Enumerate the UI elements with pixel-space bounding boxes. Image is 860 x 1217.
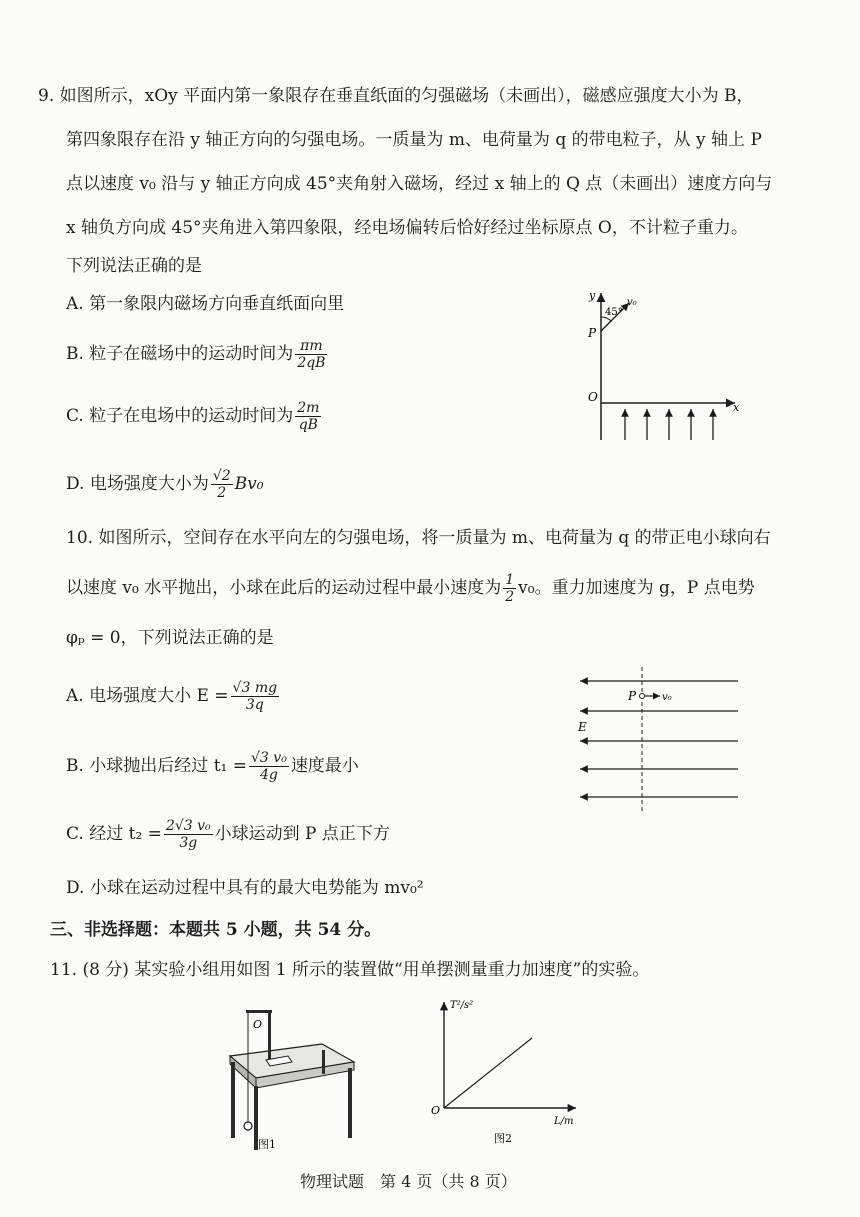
q9-option-d-num: √2	[212, 468, 231, 484]
q10-line-2-post: v₀。重力加速度为 g，P 点电势	[518, 578, 755, 598]
q9-option-c-text: C. 粒子在电场中的运动时间为	[66, 406, 294, 426]
q10-field-lines	[580, 681, 738, 797]
q10-option-a-fraction	[231, 680, 280, 713]
q10-fig-v-label: v₀	[662, 692, 672, 703]
q9-fig-y-label: y	[589, 289, 596, 302]
q10-option-a-num: √3 mg	[232, 680, 278, 696]
q10-fig-e-label: E	[578, 720, 587, 734]
q9-option-d-fraction	[211, 468, 233, 501]
q10-option-b-den: 4g	[259, 767, 278, 783]
q9-fig-v-label: v₀	[627, 297, 637, 308]
q10-line-2	[66, 572, 755, 605]
q10-line-2-text: 以速度 v₀ 水平抛出，小球在此后的运动过程中最小速度为	[66, 578, 502, 598]
q9-option-b	[66, 338, 329, 371]
q9-field-arrows	[625, 409, 713, 440]
q9-line-3: 点以速度 v₀ 沿与 y 轴正方向成 45°夹角射入磁场，经过 x 轴上的 Q 点（未画出）速度方向与	[66, 174, 773, 194]
q10-option-b-fraction	[249, 750, 289, 783]
q9-line-5: 下列说法正确的是	[66, 256, 202, 276]
q10-option-b-num: √3 v₀	[251, 750, 287, 766]
q9-option-d-den: 2	[217, 485, 227, 501]
q10-option-a-den: 3q	[245, 697, 264, 713]
q9-fig-x-label: x	[733, 401, 740, 414]
q11-fig1-o-label: O	[253, 1018, 263, 1031]
q9-option-c-den: qB	[298, 417, 318, 433]
q10-min-speed-num: 1	[505, 572, 515, 588]
q10-option-c-text: C. 经过 t₂ =	[66, 824, 162, 844]
q11-fig1-label: 图1	[258, 1138, 276, 1151]
q10-option-c-den: 3g	[179, 835, 198, 851]
q9-line-4: x 轴负方向成 45°夹角进入第四象限，经电场偏转后恰好经过坐标原点 O，不计粒子重力。	[66, 218, 748, 238]
q9-option-a: A. 第一象限内磁场方向垂直纸面向里	[66, 294, 345, 314]
q10-option-a	[66, 680, 281, 713]
q10-option-d: D. 小球在运动过程中具有的最大电势能为 mv₀²	[66, 878, 424, 898]
q10-line-3: φₚ = 0，下列说法正确的是	[66, 628, 274, 648]
q9-option-c-fraction	[295, 400, 321, 433]
q9-option-b-text: B. 粒子在磁场中的运动时间为	[66, 344, 294, 364]
q9-option-d-post: Bv₀	[234, 474, 264, 494]
q10-option-c-num: 2√3 v₀	[165, 818, 211, 834]
q11-fig2-line	[444, 1038, 532, 1108]
q10-option-c	[66, 818, 390, 851]
q10-option-c-fraction	[164, 818, 213, 851]
q9-option-d	[66, 468, 264, 501]
q9-option-b-den: 2qB	[297, 355, 326, 371]
q9-line-1: 9. 如图所示，xOy 平面内第一象限存在垂直纸面的匀强磁场（未画出），磁感应强度大小为 B，	[38, 86, 754, 106]
table-icon	[230, 1044, 354, 1150]
q9-figure	[585, 285, 745, 445]
q9-fig-o-label: O	[588, 390, 598, 404]
q10-ball	[640, 694, 645, 699]
q10-fig-p-label: P	[628, 689, 637, 703]
q10-option-c-post: 小球运动到 P 点正下方	[214, 824, 390, 844]
q9-fig-angle-label: 45°	[605, 307, 623, 318]
q10-figure	[572, 665, 742, 815]
q10-option-b	[66, 750, 359, 783]
section-3-heading: 三、非选择题：本题共 5 小题，共 54 分。	[50, 920, 382, 940]
q11-fig2-x-label: L/m	[554, 1116, 574, 1127]
q9-option-b-num: πm	[295, 338, 327, 355]
q11-fig2-origin-label: O	[431, 1104, 441, 1117]
q10-min-speed-den: 2	[505, 589, 515, 605]
pendulum-bob	[244, 1122, 252, 1130]
q9-option-c-num: 2m	[297, 400, 320, 416]
q10-option-b-text: B. 小球抛出后经过 t₁ =	[66, 756, 247, 776]
q10-option-b-post: 速度最小	[290, 756, 359, 776]
q10-min-speed-fraction	[503, 572, 516, 605]
q9-option-b-fraction	[295, 338, 327, 371]
q10-line-1: 10. 如图所示，空间存在水平向左的匀强电场，将一质量为 m、电荷量为 q 的带正电小球向右	[66, 528, 771, 548]
q9-option-c	[66, 400, 323, 433]
q11-fig2-y-label: T²/s²	[450, 1000, 474, 1011]
q9-option-d-text: D. 电场强度大小为	[66, 474, 209, 494]
q11-figure-2	[428, 996, 588, 1146]
q11-figure-1	[222, 1004, 362, 1154]
q9-fig-p-label: P	[588, 326, 597, 340]
q10-option-a-text: A. 电场强度大小 E =	[66, 686, 229, 706]
q11-line-1: 11. (8 分) 某实验小组用如图 1 所示的装置做“用单摆测量重力加速度”的实验。	[50, 960, 650, 980]
q11-fig2-label: 图2	[494, 1132, 512, 1145]
page-footer: 物理试题 第 4 页（共 8 页）	[300, 1172, 517, 1191]
q9-line-2: 第四象限存在沿 y 轴正方向的匀强电场。一质量为 m、电荷量为 q 的带电粒子，从 y 轴上 P	[66, 130, 762, 150]
